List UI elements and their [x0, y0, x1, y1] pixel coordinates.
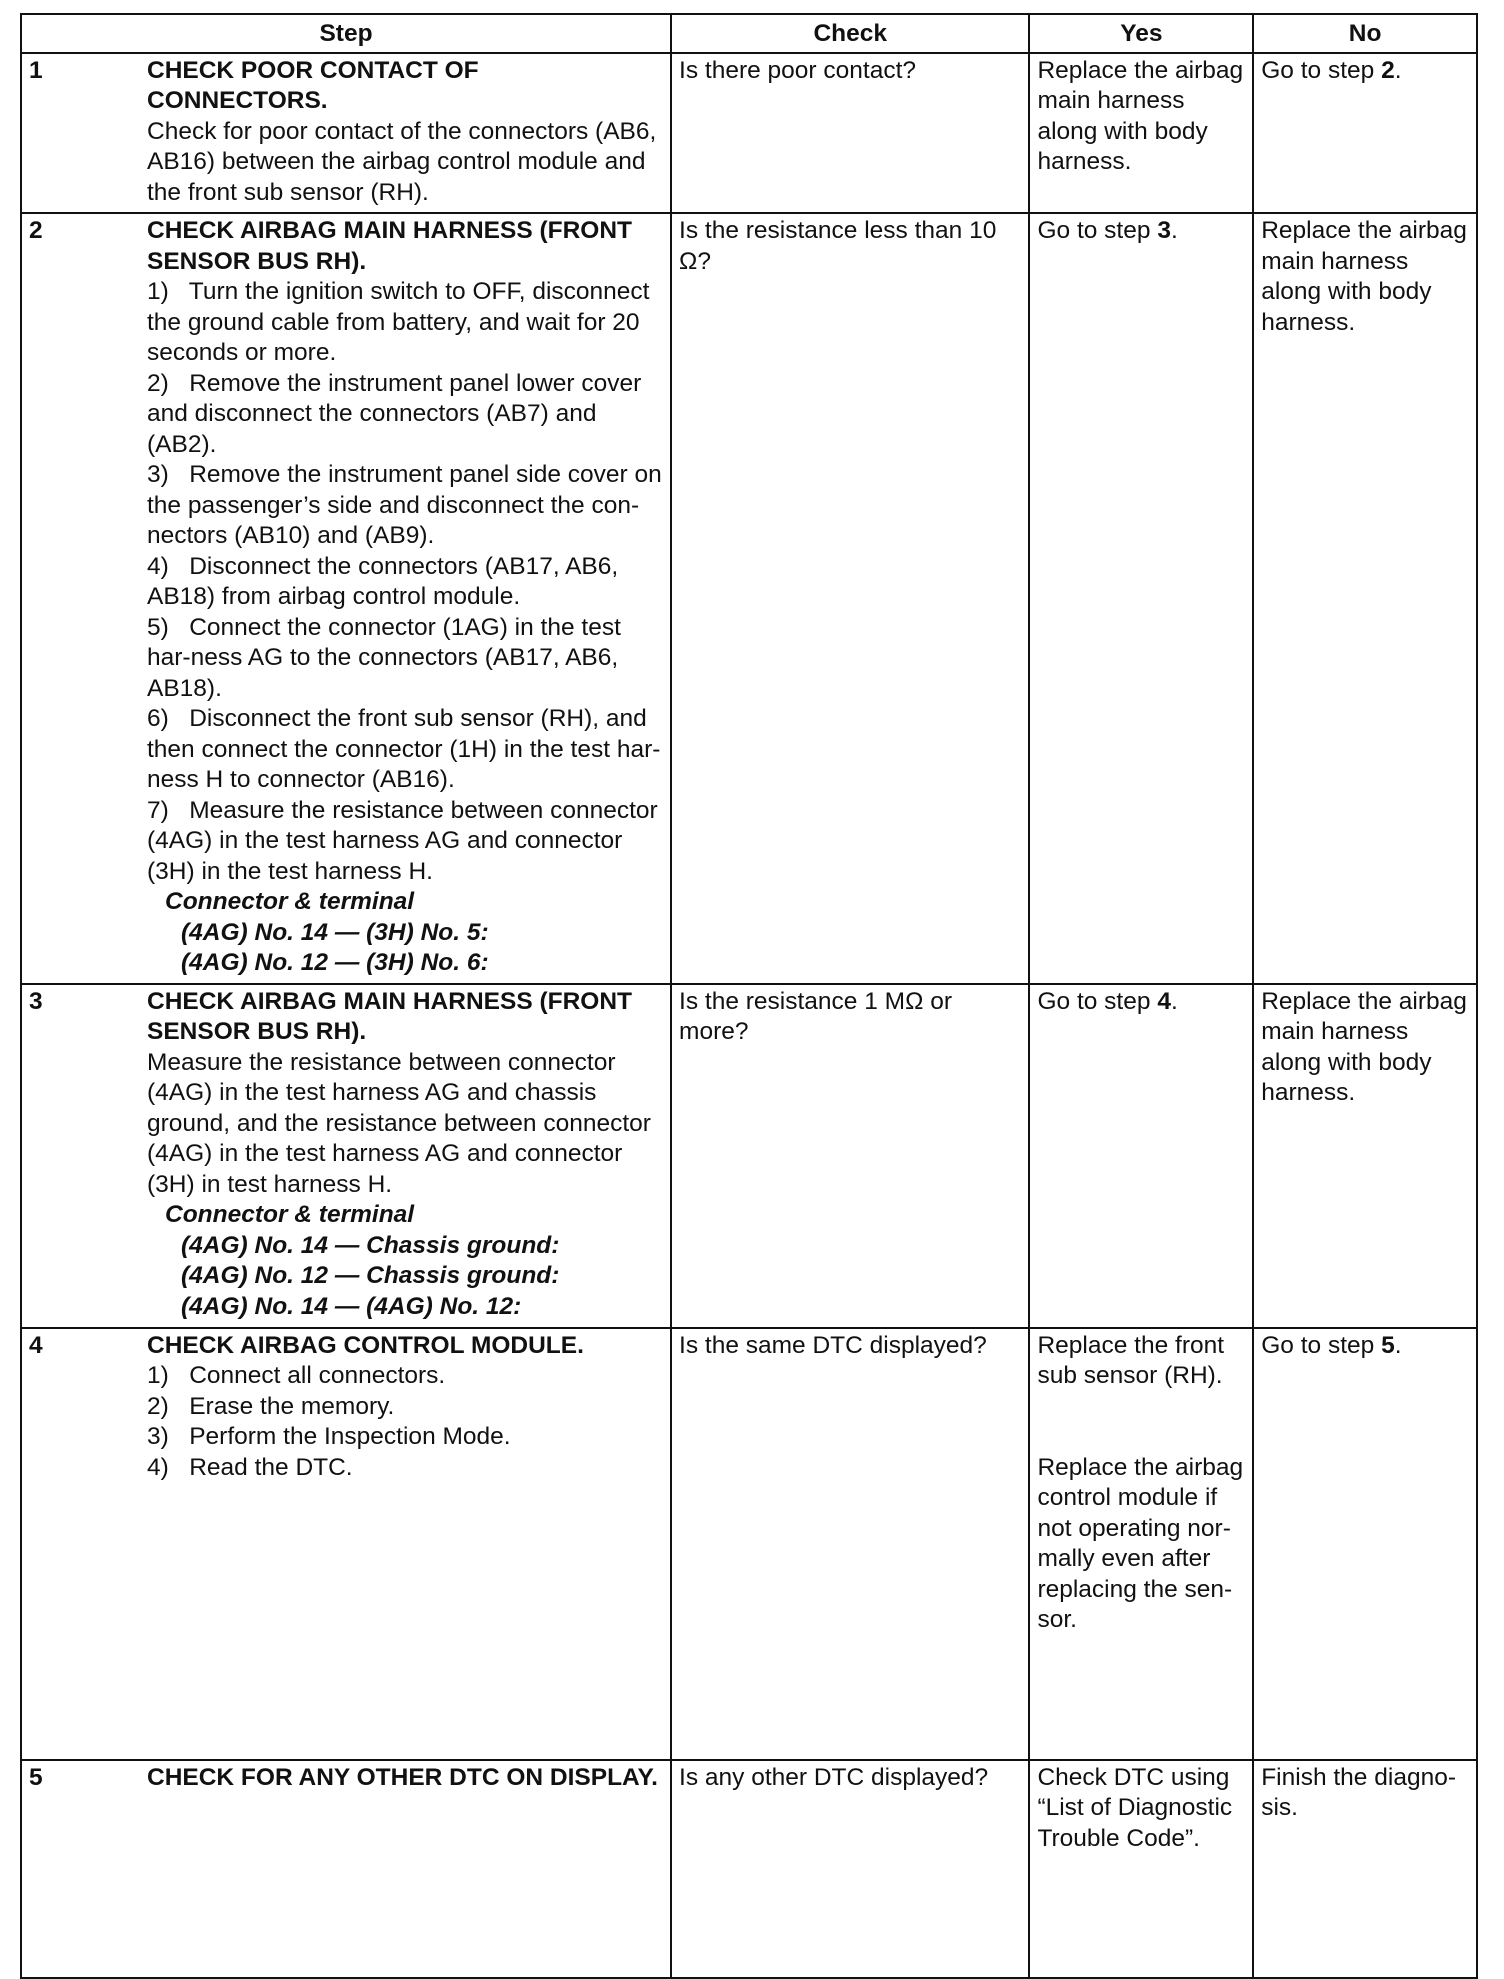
- procedure-step: 3) Remove the instrument panel side cover on the passenger’s side and disconnect the con-nectors (AB10) and (AB9).: [147, 461, 662, 549]
- no-suffix: .: [1394, 1331, 1402, 1359]
- step-number: 1: [29, 56, 43, 84]
- step-title: CHECK POOR CONTACT OF CONNECTORS.: [147, 56, 479, 114]
- step-title: CHECK AIRBAG CONTROL MODULE.: [147, 1331, 584, 1359]
- yes-cell: [1029, 213, 1253, 984]
- yes-action-note: Replace the airbag control module if not operating nor-mally even after replacing the sen-sor.: [1037, 1453, 1244, 1633]
- table-row: [21, 53, 1477, 214]
- procedure-step: 4) Disconnect the connectors (AB17, AB6, AB18) from airbag control module.: [147, 552, 619, 610]
- table-row: [21, 984, 1477, 1328]
- no-cell: [1253, 1328, 1477, 1760]
- step-number: 5: [29, 1763, 43, 1791]
- connector-terminal-item: (4AG) No. 12 — Chassis ground:: [181, 1262, 560, 1289]
- connector-terminal-item: (4AG) No. 14 — (4AG) No. 12:: [181, 1292, 522, 1320]
- check-cell: Is there poor contact?: [671, 53, 1029, 214]
- step-number: 2: [29, 217, 43, 244]
- table-row: [21, 213, 1477, 984]
- header-no: No: [1253, 14, 1477, 53]
- step-description: Check for poor contact of the connectors (AB6, AB16) between the airbag control module and the front sub sensor (RH).: [147, 117, 657, 206]
- no-cell: Replace the airbag main harness along with body harness.: [1253, 984, 1477, 1328]
- table-row: [21, 1328, 1477, 1760]
- yes-suffix: .: [1170, 987, 1178, 1015]
- step-cell: [21, 213, 671, 984]
- no-cell: [1253, 53, 1477, 214]
- step-title: CHECK FOR ANY OTHER DTC ON DISPLAY.: [147, 1763, 658, 1791]
- step-cell: [21, 984, 671, 1328]
- no-step-ref: 5: [1381, 1331, 1395, 1359]
- procedure-step: 1) Connect all connectors.: [147, 1362, 446, 1389]
- yes-prefix: Go to step: [1037, 217, 1158, 244]
- yes-cell: Replace the airbag main harness along with body harness.: [1029, 53, 1253, 214]
- yes-suffix: .: [1170, 217, 1178, 244]
- procedure-step: 2) Remove the instrument panel lower cover and disconnect the connectors (AB7) and (AB2).: [147, 369, 642, 458]
- connector-terminal-heading: Connector & terminal: [165, 888, 415, 915]
- procedure-step: 2) Erase the memory.: [147, 1392, 395, 1420]
- step-description: Measure the resistance between connector (4AG) in the test harness AG and chassis ground, and the resistance between connector (4AG) in the test harness AG and connector (3H) in test harness H.: [147, 1048, 651, 1198]
- connector-terminal-item: (4AG) No. 12 — (3H) No. 6:: [181, 949, 489, 976]
- step-cell: [21, 1328, 671, 1760]
- yes-step-ref: 4: [1157, 987, 1171, 1015]
- yes-step-ref: 3: [1157, 217, 1171, 244]
- procedure-step: 7) Measure the resistance between connector (4AG) in the test harness AG and connector (3H) in the test harness H.: [147, 796, 658, 885]
- procedure-step: 3) Perform the Inspection Mode.: [147, 1423, 511, 1450]
- yes-cell: Check DTC using “List of Diagnostic Trouble Code”.: [1029, 1760, 1253, 1978]
- yes-cell: [1029, 984, 1253, 1328]
- connector-terminal-item: (4AG) No. 14 — (3H) No. 5:: [181, 918, 489, 946]
- table-row: [21, 1760, 1477, 1978]
- check-cell: Is the same DTC displayed?: [671, 1328, 1029, 1760]
- step-cell: [21, 53, 671, 214]
- check-cell: Is the resistance less than 10 Ω?: [671, 213, 1029, 984]
- yes-action: Replace the front sub sensor (RH).: [1037, 1331, 1225, 1389]
- no-prefix: Go to step: [1261, 56, 1382, 84]
- check-cell: Is the resistance 1 MΩ or more?: [671, 984, 1029, 1328]
- no-suffix: .: [1394, 56, 1402, 84]
- yes-prefix: Go to step: [1037, 987, 1158, 1015]
- header-step: Step: [21, 14, 671, 53]
- check-cell: Is any other DTC displayed?: [671, 1760, 1029, 1978]
- table-header-row: [21, 14, 1477, 53]
- connector-terminal-item: (4AG) No. 14 — Chassis ground:: [181, 1231, 560, 1259]
- no-prefix: Go to step: [1261, 1331, 1382, 1359]
- connector-terminal-heading: Connector & terminal: [165, 1201, 415, 1228]
- step-cell: [21, 1760, 671, 1978]
- no-step-ref: 2: [1381, 56, 1395, 84]
- procedure-step: 1) Turn the ignition switch to OFF, disconnect the ground cable from battery, and wait for 20 seconds or more.: [147, 278, 650, 366]
- header-check: Check: [671, 14, 1029, 53]
- step-number: 4: [29, 1331, 43, 1359]
- no-cell: Finish the diagno-sis.: [1253, 1760, 1477, 1978]
- yes-cell: [1029, 1328, 1253, 1760]
- diagnostic-table: [20, 13, 1478, 1979]
- step-title: CHECK AIRBAG MAIN HARNESS (FRONT SENSOR BUS RH).: [147, 987, 632, 1045]
- step-number: 3: [29, 987, 43, 1015]
- header-yes: Yes: [1029, 14, 1253, 53]
- step-title: CHECK AIRBAG MAIN HARNESS (FRONT SENSOR BUS RH).: [147, 217, 632, 275]
- procedure-step: 6) Disconnect the front sub sensor (RH), and then connect the connector (1H) in the test har-ness H to connector (AB16).: [147, 705, 661, 793]
- procedure-step: 4) Read the DTC.: [147, 1453, 353, 1481]
- procedure-step: 5) Connect the connector (1AG) in the test har-ness AG to the connectors (AB17, AB6, AB18).: [147, 613, 621, 702]
- no-cell: Replace the airbag main harness along with body harness.: [1253, 213, 1477, 984]
